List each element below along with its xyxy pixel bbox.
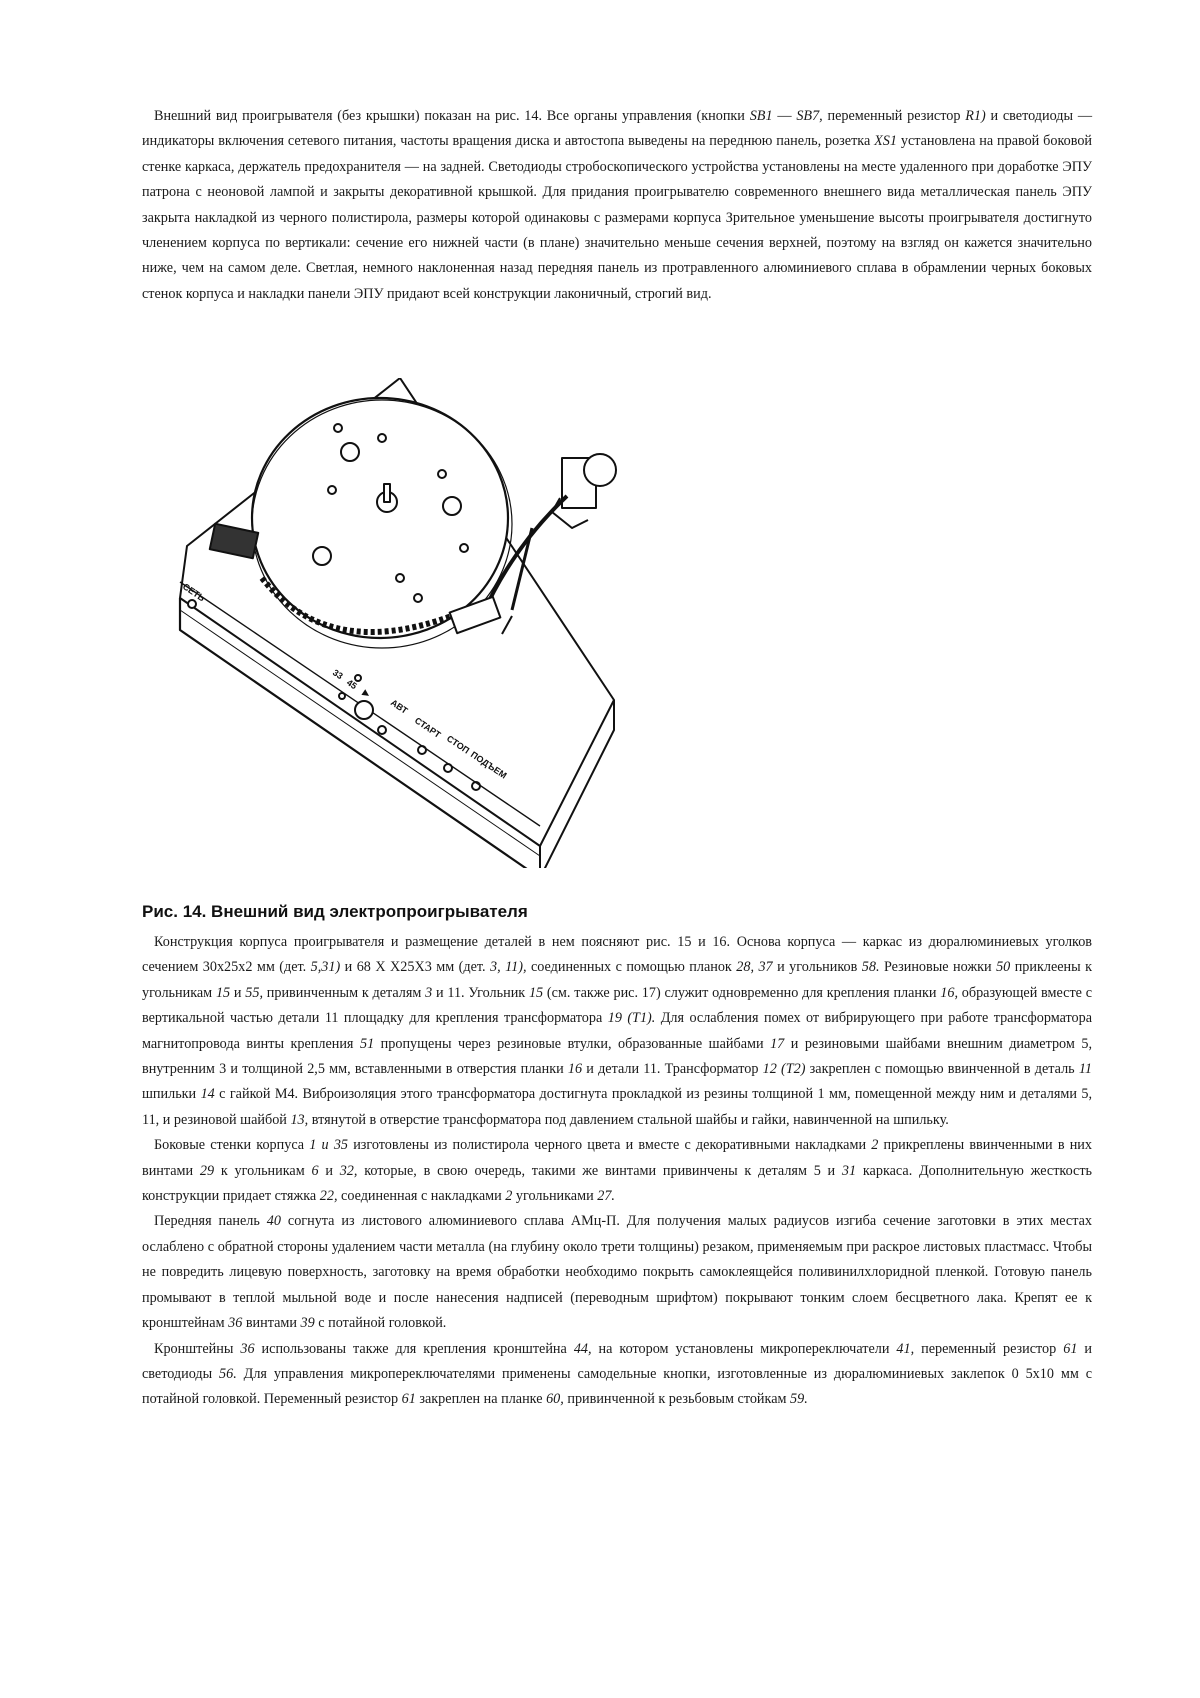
text-run: 36 [240, 1341, 254, 1357]
panel-label-45: 45 [345, 677, 359, 691]
text-run: и угольников [773, 959, 862, 975]
text-run: закреплен с помощью ввинченной в деталь [805, 1061, 1078, 1077]
text-run: 2 [505, 1188, 512, 1204]
turntable-illustration [152, 378, 622, 868]
text-run: 51 [360, 1036, 374, 1052]
text-run: прикреплены ввинченными в них винтами [142, 1137, 1092, 1178]
panel-label-play: ▶ [361, 687, 372, 699]
text-run: 1 и 35 [309, 1137, 348, 1153]
figure-caption: Рис. 14. Внешний вид электропроигрывателя [142, 902, 528, 922]
text-run: приклеены к угольникам [142, 959, 1092, 1000]
text-run: и светодиоды [142, 1341, 1092, 1382]
text-run: 39 [301, 1315, 315, 1331]
text-run: изготовлены из полистирола черного цвета и вместе с декоративными накладками [348, 1137, 871, 1153]
text-run: винтами [242, 1315, 300, 1331]
text-run: 56. [219, 1366, 237, 1382]
text-run: и [230, 985, 245, 1001]
text-run: 29 [200, 1163, 214, 1179]
body-paragraph-2 [142, 1133, 1092, 1209]
text-run: 14 [201, 1086, 215, 1102]
text-run: к угольникам [214, 1163, 311, 1179]
text-run: каркаса. Дополнительную жесткость конструкции придает стяжка [142, 1163, 1092, 1204]
text-run: установлена на правой боковой стенке каркаса, держатель предохранителя — на задней. Светодиоды стробоскопического устройства установлены на месте удаленного при доработке ЭПУ патрона с неоновой лампой и закрыты декоративной крышкой. Для придания проигрывателю современного внешнего вида металлическая панель ЭПУ закрыта накладкой из черного полистирола, размеры которой одинаковы с размерами корпуса Зрительное уменьшение высоты проигрывателя достигнуто членением корпуса по вертикали: сечение его нижней части (в плане) значительно меньше сечения верхней, поэтому на взгляд он кажется значительно ниже, чем на самом деле. Светлая, немного наклоненная назад передняя панель из протравленного алюминиевого сплава в обрамлении черных боковых стенок корпуса и накладки панели ЭПУ придают всей конструкции лаконичный, строгий вид. [142, 133, 1092, 301]
text-run: Резиновые ножки [880, 959, 997, 975]
text-run: 60, [546, 1391, 564, 1407]
text-run: которые, в свою очередь, такими же винтами привинчены к деталям 5 и [357, 1163, 842, 1179]
text-run: Для управления микропереключателями применены самодельные кнопки, изготовленные из дюралюминиевых заклепок 0 5x10 мм с потайной головкой. Переменный резистор [142, 1366, 1092, 1407]
text-run: 15 [529, 985, 543, 1001]
text-run: Кронштейны [154, 1341, 240, 1357]
text-run: Боковые стенки корпуса [154, 1137, 309, 1153]
text-run: привинченным к деталям [263, 985, 425, 1001]
text-run: и светодиоды — индикаторы включения сетевого питания, частоты вращения диска и автостопа выведены на переднюю панель, розетка [142, 108, 1092, 149]
text-run: 5,31) [311, 959, 341, 975]
text-run: привинченной к резьбовым стойкам [564, 1391, 790, 1407]
text-run: втянутой в отверстие трансформатора под давлением стальной шайбы и гайки, навинченной на шпильку. [308, 1112, 949, 1128]
text-run: 36 [228, 1315, 242, 1331]
text-run: шпильки [142, 1086, 201, 1102]
text-run: и 11. Угольник [432, 985, 529, 1001]
text-run: 13, [290, 1112, 308, 1128]
text-run: 41, [896, 1341, 914, 1357]
text-run: на котором установлены микропереключатели [592, 1341, 897, 1357]
text-run: 58. [862, 959, 880, 975]
text-run: 22, [320, 1188, 338, 1204]
text-run: закреплен на планке [416, 1391, 546, 1407]
text-run: переменный резистор [914, 1341, 1063, 1357]
body-paragraph-3 [142, 1209, 1092, 1336]
text-run: 15 [216, 985, 230, 1001]
text-run: 16 [568, 1061, 582, 1077]
text-run: Внешний вид проигрывателя (без крышки) показан на рис. 14. Все органы управления (кнопки [154, 108, 750, 124]
text-run: 44, [574, 1341, 592, 1357]
text-run: 2 [871, 1137, 878, 1153]
panel-label-stop: СТОП [445, 733, 471, 755]
text-run: 27. [597, 1188, 615, 1204]
text-run: 16, [940, 985, 958, 1001]
text-run: угольниками [512, 1188, 597, 1204]
text-run: использованы также для крепления кронштейна [255, 1341, 574, 1357]
text-run: согнута из листового алюминиевого сплава АМц-П. Для получения малых радиусов изгиба сечение заготовки в этих местах ослаблено с обратной стороны удалением части металла (на глубину около трети толщины) резаком, применяемым при раскрое листовых пластмасс. Чтобы не повредить лицевую поверхность, заготовку на время обработки необходимо покрыть самоклеящейся поливинилхлоридной пленкой. Готовую панель промывают в теплой мыльной воде и после нанесения надписей (переводным шрифтом) покрывают тонким слоем бесцветного лака. Крепят ее к кронштейнам [142, 1213, 1092, 1331]
intro-paragraph [142, 104, 1092, 307]
text-run: R1) [965, 108, 986, 124]
intro-section [142, 104, 1092, 307]
text-run: и детали 11. Трансформатор [582, 1061, 763, 1077]
text-run: соединенных с помощью планок [527, 959, 737, 975]
text-run: 55, [245, 985, 263, 1001]
text-run: Конструкция корпуса проигрывателя и размещение деталей в нем поясняют рис. 15 и 16. Основа корпуса — каркас из дюралюминиевых уголков сечением 30x25x2 мм (дет. [142, 934, 1092, 975]
text-run: 12 (T2) [763, 1061, 806, 1077]
text-run: 11 [1079, 1061, 1092, 1077]
text-run: 61 [1063, 1341, 1077, 1357]
text-run: и резиновыми шайбами внешним диаметром 5, внутренним 3 и толщиной 2,5 мм, вставленными в отверстия планки [142, 1036, 1092, 1077]
panel-label-set: СЕТЬ [181, 581, 207, 603]
text-run: пропущены через резиновые втулки, образованные шайбами [374, 1036, 770, 1052]
text-run: и 68 X X25X3 мм (дет. [340, 959, 490, 975]
text-run: SB7, [796, 108, 822, 124]
document-page [0, 0, 1200, 1698]
text-run: с потайной головкой. [315, 1315, 447, 1331]
body-paragraph-4 [142, 1337, 1092, 1413]
body-section [142, 930, 1092, 1413]
text-run: 3, 11), [490, 959, 527, 975]
panel-label-lift: ПОДЪЕМ [469, 749, 509, 780]
text-run: SB1 [750, 108, 773, 124]
text-run: с гайкой М4. Виброизоляция этого трансформатора достигнута прокладкой из резины толщиной 1 мм, помещенной между ним и деталями 5, 11, и резиновой шайбой [142, 1086, 1092, 1127]
text-run: 28, 37 [736, 959, 772, 975]
panel-label-start: СТАРТ [413, 715, 443, 740]
text-run: переменный резистор [823, 108, 966, 124]
text-run: 32, [340, 1163, 358, 1179]
text-run: Для ослабления помех от вибрирующего при работе трансформатора магнитопровода винты крепления [142, 1010, 1092, 1051]
body-paragraph-1 [142, 930, 1092, 1133]
panel-label-auto: АВТ [389, 697, 410, 716]
text-run: 3 [425, 985, 432, 1001]
text-run: соединенная с накладками [337, 1188, 505, 1204]
text-run: и [319, 1163, 340, 1179]
text-run: 31 [842, 1163, 856, 1179]
text-run: — [773, 108, 797, 124]
text-run: 61 [402, 1391, 416, 1407]
text-run: 17 [770, 1036, 784, 1052]
turntable-figure [152, 378, 622, 868]
text-run: 40 [267, 1213, 281, 1229]
text-run: XS1 [874, 133, 897, 149]
text-run: 50 [996, 959, 1010, 975]
text-run: (см. также рис. 17) служит одновременно для крепления планки [543, 985, 940, 1001]
text-run: 59. [790, 1391, 808, 1407]
text-run: образующей вместе с вертикальной частью детали 11 площадку для крепления трансформатора [142, 985, 1092, 1026]
panel-label-33: 33 [331, 667, 345, 681]
text-run: 6 [311, 1163, 318, 1179]
text-run: 19 (T1). [608, 1010, 656, 1026]
text-run: Передняя панель [154, 1213, 267, 1229]
